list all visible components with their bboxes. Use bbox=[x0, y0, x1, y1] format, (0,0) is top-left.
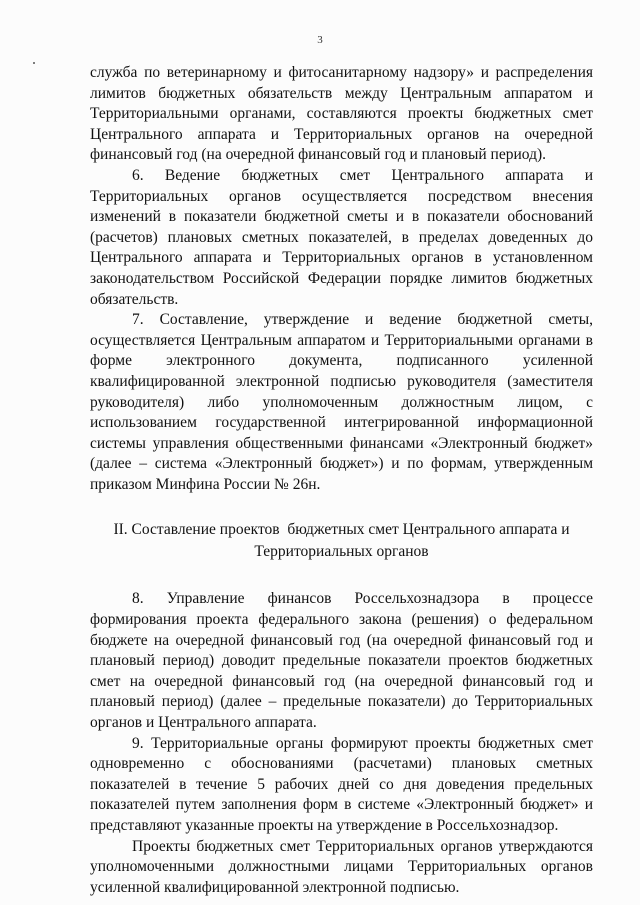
page-number: 3 bbox=[317, 34, 323, 46]
paragraph-9-continuation: Проекты бюджетных смет Территориальных органов утверждаются уполномоченными должностными лицами Территориальных органов усиленной квалифицированной электронной подписью. bbox=[90, 837, 593, 896]
section-heading-line-2: Территориальных органов bbox=[254, 542, 429, 560]
paragraph-6: 6. Ведение бюджетных смет Центрального аппарата и Территориальных органов осуществляется посредством внесения изменений в показатели бюджетной сметы и в показатели обоснований (расчетов) плановых сметных показателей, в пределах доведенных до Центрального аппарата и Территориальных органов в установленном законодательством Российской Федерации порядке лимитов бюджетных обязательств. bbox=[90, 166, 593, 308]
section-heading-line-1: II. Составление проектов бюджетных смет Центрального аппарата и bbox=[113, 521, 570, 539]
paragraph-continuation: служба по ветеринарному и фитосанитарному надзору» и распределения лимитов бюджетных обязательств между Центральным аппаратом и Территориальными органами, составляются проекты бюджетных смет Центрального аппарата и Территориальных органов на очередной финансовый год (на очередной финансовый год и плановый период). bbox=[90, 64, 593, 164]
scan-speck bbox=[33, 62, 35, 64]
section-heading bbox=[90, 519, 593, 562]
paragraph-7: 7. Составление, утверждение и ведение бюджетной сметы, осуществляется Центральным аппаратом и Территориальными органами в форме электронного документа, подписанного усиленной квалифицированной электронной подписью руководителя (заместителя руководителя) либо уполномоченным должностным лицом, с использованием государственной интегрированной информационной системы управления общественными финансами «Электронный бюджет» (далее – система «Электронный бюджет») и по формам, утвержденным приказом Минфина России № 26н. bbox=[90, 311, 593, 493]
document-body bbox=[90, 63, 593, 898]
paragraph-8: 8. Управление финансов Россельхознадзора в процессе формирования проекта федерального закона (решения) о федеральном бюджете на очередной финансовый год (на очередной финансовый год и плановый период) доводит предельные показатели проектов бюджетных смет на очередной финансовый год (на очередной финансовый год и плановый период) (далее – предельные показатели) до Территориальных органов и Центрального аппарата. bbox=[90, 590, 593, 732]
paragraph-9: 9. Территориальные органы формируют проекты бюджетных смет одновременно с обоснованиями (расчетами) плановых сметных показателей в течение 5 рабочих дней со дня доведения предельных показателей путем заполнения форм в системе «Электронный бюджет» и представляют указанные проекты на утверждение в Россельхознадзор. bbox=[90, 734, 593, 834]
